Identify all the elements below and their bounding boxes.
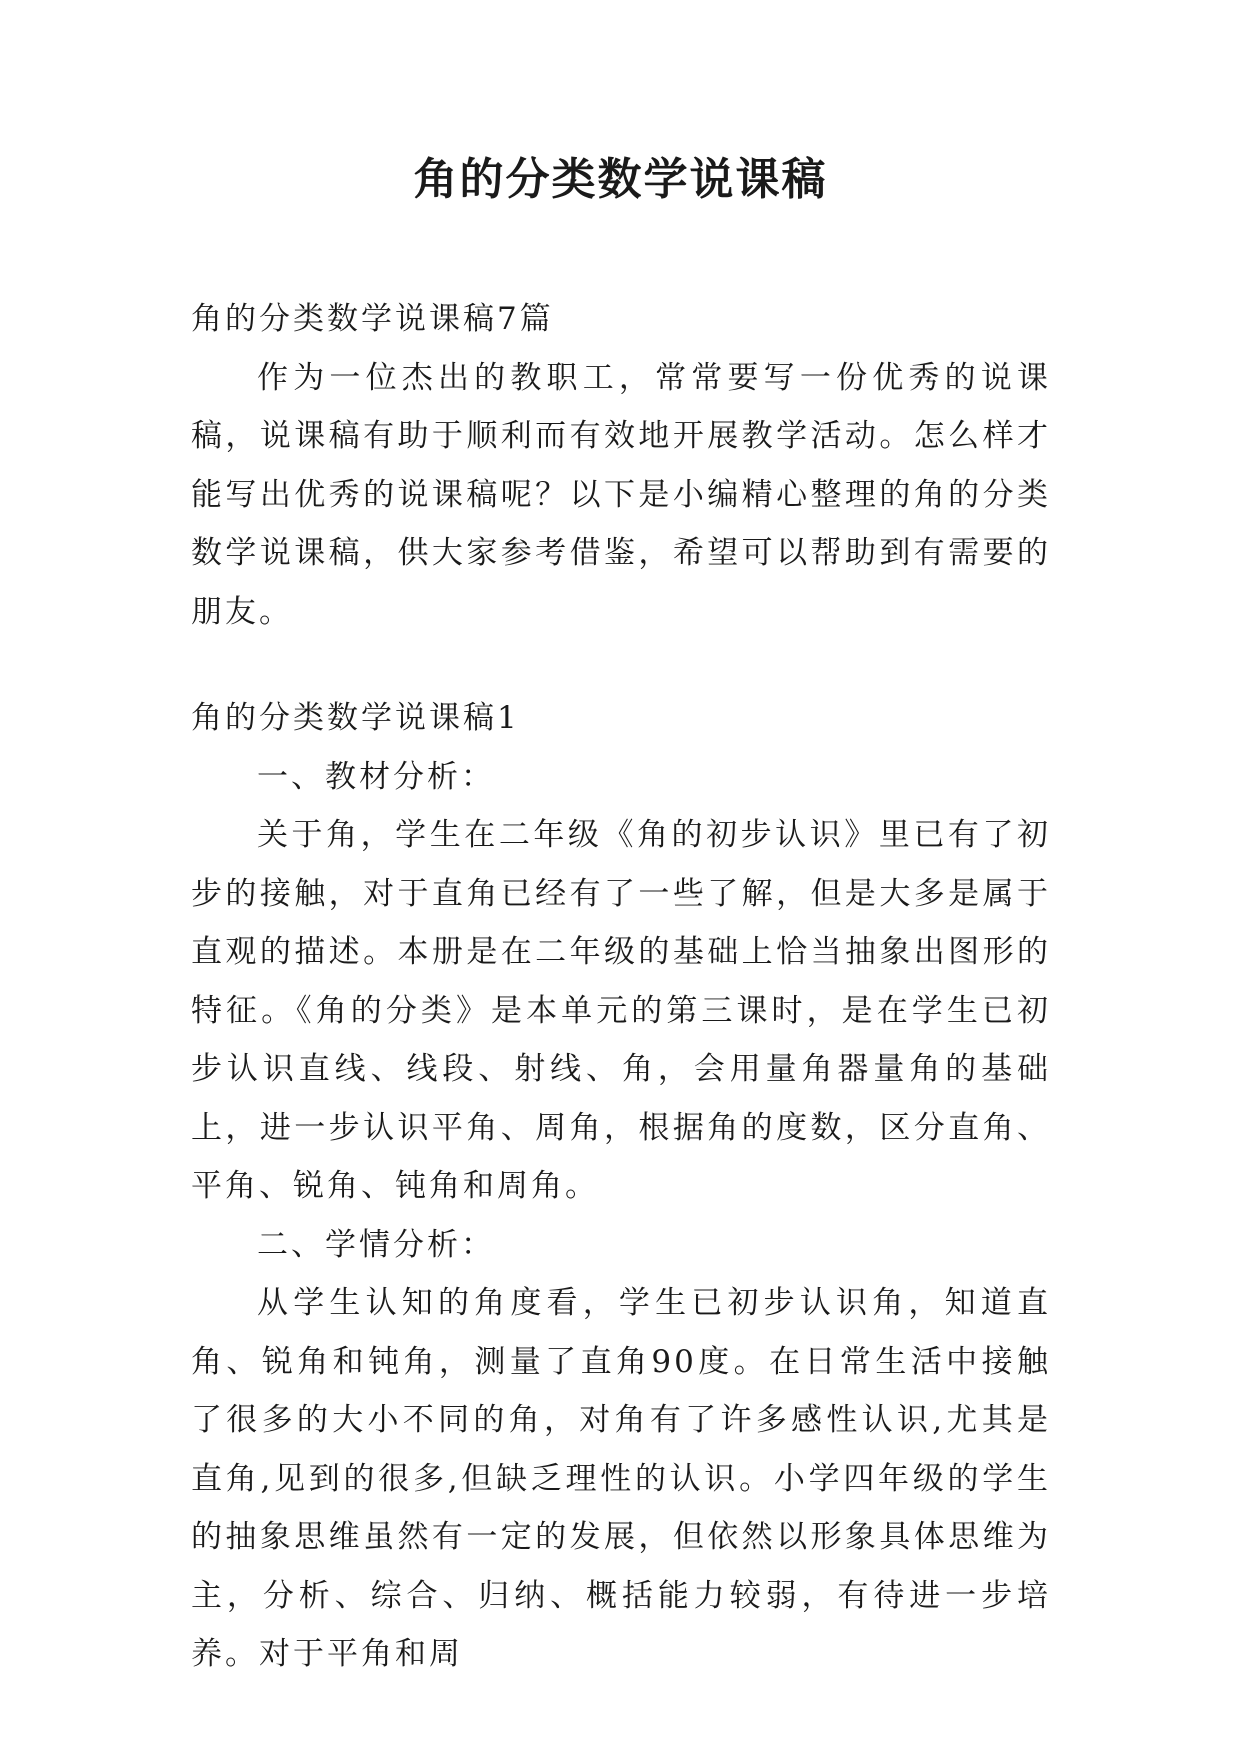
document-title: 角的分类数学说课稿: [413, 154, 828, 205]
part-heading-textbook-analysis: 一、教材分析：: [257, 758, 495, 795]
part-heading-learner-analysis: 二、学情分析：: [257, 1226, 495, 1263]
section-gap: [191, 641, 1051, 689]
intro-paragraph: 作为一位杰出的教职工，常常要写一份优秀的说课稿，说课稿有助于顺利而有效地开展教学活动。怎么样才能写出优秀的说课稿呢？以下是小编精心整理的角的分类数学说课稿，供大家参考借鉴，希望可以帮助到有需要的朋友。: [191, 359, 1051, 630]
document-body: [191, 290, 1051, 1684]
document-subtitle: 角的分类数学说课稿7篇: [191, 301, 554, 337]
section-heading: 角的分类数学说课稿1: [191, 700, 520, 736]
learner-analysis-paragraph: 从学生认知的角度看，学生已初步认识角，知道直角、锐角和钝角，测量了直角90度。在日常生活中接触了很多的大小不同的角，对角有了许多感性认识,尤其是直角,见到的很多,但缺乏理性的认识。小学四年级的学生的抽象思维虽然有一定的发展，但依然以形象具体思维为主，分析、综合、归纳、概括能力较弱，有待进一步培养。对于平角和周: [191, 1285, 1051, 1672]
textbook-analysis-paragraph: 关于角，学生在二年级《角的初步认识》里已有了初步的接触，对于直角已经有了一些了解，但是大多是属于直观的描述。本册是在二年级的基础上恰当抽象出图形的特征。《角的分类》是本单元的第三课时，是在学生已初步认识直线、线段、射线、角，会用量角器量角的基础上，进一步认识平角、周角，根据角的度数，区分直角、平角、锐角、钝角和周角。: [191, 817, 1051, 1204]
